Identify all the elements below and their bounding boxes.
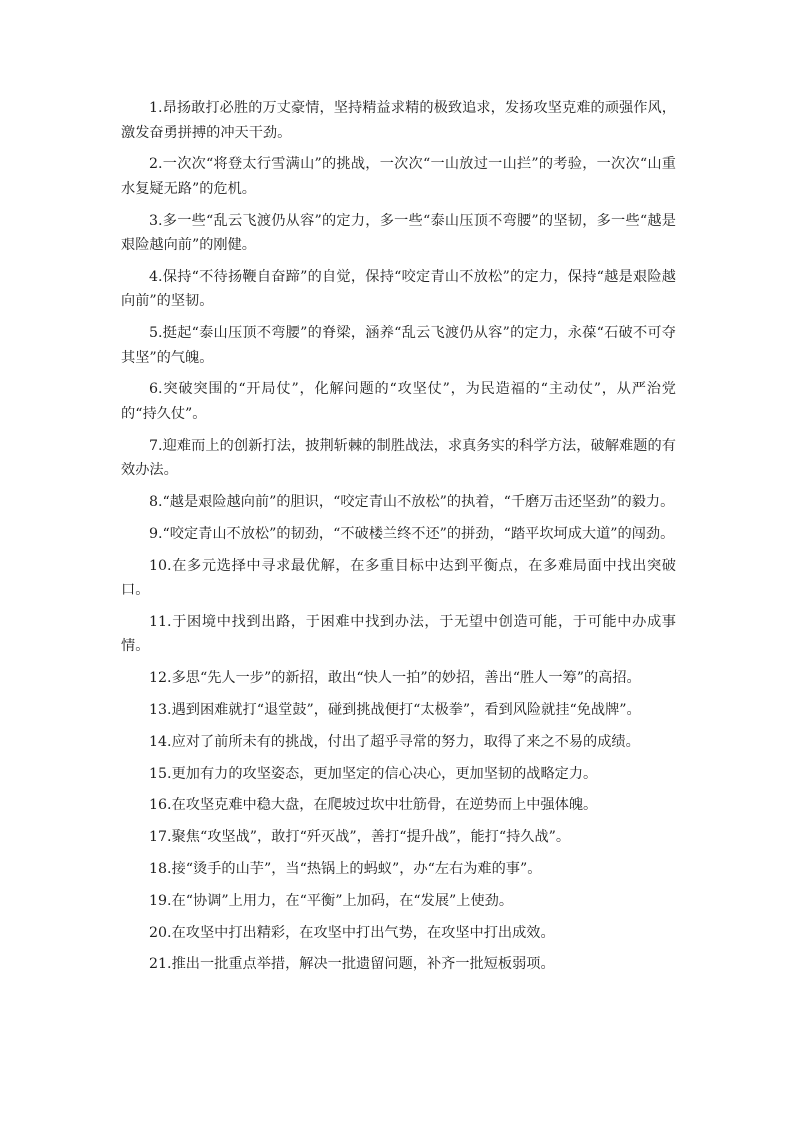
item-number: 18. — [149, 861, 172, 878]
list-item — [121, 209, 676, 258]
item-text: 在攻坚中打出精彩，在攻坚中打出气势，在攻坚中打出成效。 — [171, 924, 555, 941]
document-page — [121, 96, 676, 984]
list-item — [121, 152, 676, 201]
item-number: 1. — [149, 100, 163, 116]
list-item — [121, 610, 676, 659]
item-text: 挺起“泰山压顶不弯腰”的脊梁，涵养“乱云飞渡仍从容”的定力，永葆“石破不可夺其坚”的气魄。 — [121, 325, 676, 366]
item-number: 17. — [149, 829, 172, 846]
item-number: 15. — [149, 765, 172, 782]
item-text: 突破突围的“开局仗”，化解问题的“攻坚仗”，为民造福的“主动仗”，从严治党的“持久仗”。 — [121, 381, 676, 422]
item-text: 应对了前所未有的挑战，付出了超乎寻常的努力，取得了来之不易的成绩。 — [171, 733, 640, 750]
item-text: 多一些“乱云飞渡仍从容”的定力，多一些“泰山压顶不弯腰”的坚韧，多一些“越是艰险越向前”的刚健。 — [121, 212, 676, 254]
item-text: “越是艰险越向前”的胆识，“咬定青山不放松”的执着，“千磨万击还坚劲”的毅力。 — [162, 494, 675, 511]
item-number: 14. — [149, 733, 172, 750]
item-text: 在“协调”上用力，在“平衡”上加码，在“发展”上使劲。 — [171, 892, 514, 909]
item-text: 在多元选择中寻求最优解，在多重目标中达到平衡点，在多难局面中找出突破口。 — [121, 557, 676, 599]
list-item — [121, 522, 676, 547]
item-text: 接“烫手的山芋”，当“热锅上的蚂蚁”，办“左右为难的事”。 — [171, 861, 542, 878]
item-number: 7. — [149, 437, 163, 454]
list-item — [121, 762, 676, 787]
list-item — [121, 857, 676, 882]
item-text: 保持“不待扬鞭自奋蹄”的自觉，保持“咬定青山不放松”的定力，保持“越是艰险越向前”的坚韧。 — [121, 268, 676, 310]
item-text: “咬定青山不放松”的韧劲，“不破楼兰终不还”的拼劲，“踏平坎坷成大道”的闯劲。 — [162, 525, 675, 542]
item-number: 5. — [149, 325, 163, 342]
item-number: 2. — [149, 156, 163, 173]
list-item — [121, 666, 676, 691]
list-item — [121, 554, 676, 603]
list-item — [121, 490, 676, 515]
list-item — [121, 96, 676, 145]
list-item — [121, 889, 676, 914]
item-number: 13. — [149, 702, 172, 719]
item-text: 一次次“将登太行雪满山”的挑战，一次次“一山放过一山拦”的考验，一次次“山重水复疑无路”的危机。 — [121, 156, 676, 197]
list-item — [121, 265, 676, 314]
list-item — [121, 377, 676, 426]
list-item — [121, 730, 676, 755]
item-text: 遇到困难就打“退堂鼓”，碰到挑战便打“太极拳”，看到风险就挂“免战牌”。 — [171, 702, 641, 719]
item-number: 9. — [149, 525, 163, 542]
item-text: 多思“先人一步”的新招，敢出“快人一拍”的妙招，善出“胜人一筹”的高招。 — [171, 670, 641, 687]
item-number: 8. — [149, 494, 163, 511]
item-text: 更加有力的攻坚姿态，更加坚定的信心决心，更加坚韧的战略定力。 — [171, 765, 598, 782]
item-number: 11. — [149, 613, 172, 630]
item-number: 19. — [149, 892, 172, 909]
list-item — [121, 321, 676, 370]
phrase-list — [121, 96, 676, 977]
item-number: 16. — [149, 797, 172, 814]
list-item — [121, 921, 676, 946]
item-text: 推出一批重点举措，解决一批遗留问题，补齐一批短板弱项。 — [171, 956, 555, 973]
item-text: 聚焦“攻坚战”，敢打“歼灭战”，善打“提升战”，能打“持久战”。 — [171, 829, 571, 846]
list-item — [121, 434, 676, 483]
item-number: 10. — [149, 557, 172, 574]
item-text: 于困境中找到出路，于困难中找到办法，于无望中创造可能，于可能中办成事情。 — [121, 613, 676, 655]
item-number: 21. — [149, 956, 172, 973]
item-number: 20. — [149, 924, 172, 941]
list-item — [121, 793, 676, 818]
item-text: 昂扬敢打必胜的万丈豪情，坚持精益求精的极致追求，发扬攻坚克难的顽强作风，激发奋勇拼搏的冲天干劲。 — [121, 100, 676, 141]
item-number: 3. — [149, 212, 163, 229]
item-text: 在攻坚克难中稳大盘，在爬坡过坎中壮筋骨，在逆势而上中强体魄。 — [171, 797, 598, 814]
item-number: 12. — [149, 670, 172, 687]
list-item — [121, 698, 676, 723]
list-item — [121, 825, 676, 850]
item-number: 4. — [149, 268, 163, 285]
list-item — [121, 952, 676, 977]
item-text: 迎难而上的创新打法，披荆斩棘的制胜战法，求真务实的科学方法，破解难题的有效办法。 — [121, 437, 676, 479]
item-number: 6. — [149, 381, 163, 398]
